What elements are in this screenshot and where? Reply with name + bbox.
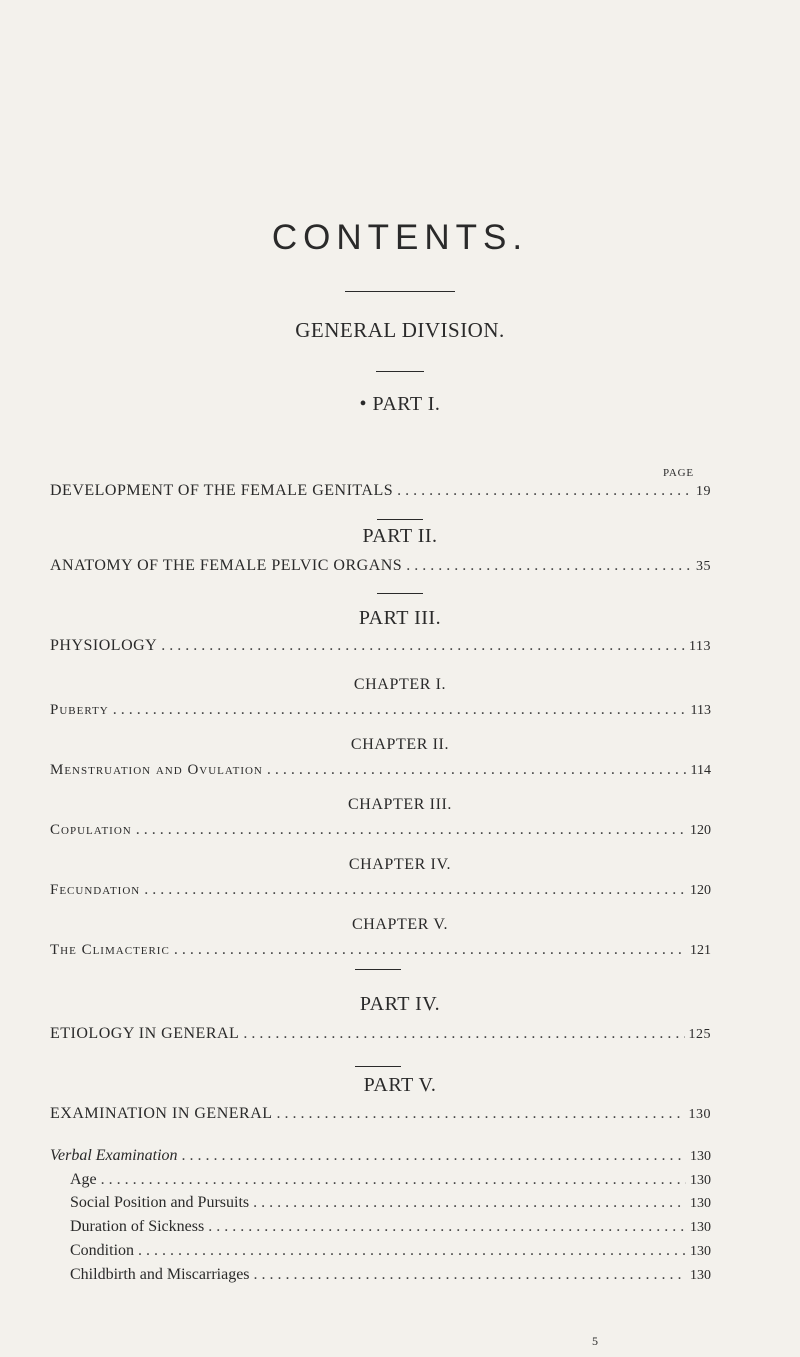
entry-label: Social Position and Pursuits bbox=[70, 1194, 250, 1211]
dot-leader bbox=[243, 1025, 684, 1043]
entry-label: Condition bbox=[70, 1242, 135, 1259]
page-column-label: PAGE bbox=[663, 467, 694, 479]
entry-page: 130 bbox=[688, 1107, 711, 1122]
entry-label: PHYSIOLOGY bbox=[50, 637, 158, 654]
part-rule bbox=[355, 969, 401, 970]
page-number: 5 bbox=[592, 1334, 598, 1348]
entry-page: 113 bbox=[689, 639, 711, 654]
dot-leader bbox=[267, 761, 687, 779]
entry-page: 130 bbox=[690, 1173, 711, 1188]
chapter-heading: CHAPTER II. bbox=[350, 736, 450, 753]
entry-label: EXAMINATION IN GENERAL bbox=[50, 1105, 273, 1122]
entry-label: The Climacteric bbox=[50, 942, 170, 958]
entry-page: 120 bbox=[690, 823, 711, 838]
toc-entry bbox=[50, 1105, 711, 1123]
dot-leader bbox=[174, 941, 686, 959]
toc-entry bbox=[50, 1147, 711, 1165]
dot-leader bbox=[113, 701, 687, 719]
entry-label: Childbirth and Miscarriages bbox=[70, 1266, 250, 1283]
toc-entry bbox=[50, 701, 711, 719]
dot-leader bbox=[277, 1105, 685, 1123]
toc-entry bbox=[70, 1194, 711, 1212]
page-title: CONTENTS. bbox=[271, 218, 529, 257]
entry-label: DEVELOPMENT OF THE FEMALE GENITALS bbox=[50, 482, 394, 499]
entry-label: ETIOLOGY IN GENERAL bbox=[50, 1025, 240, 1042]
chapter-heading: CHAPTER IV. bbox=[348, 856, 452, 873]
toc-entry bbox=[50, 821, 711, 839]
entry-page: 19 bbox=[696, 484, 711, 499]
part-heading: PART II. bbox=[362, 525, 438, 547]
entry-page: 125 bbox=[688, 1027, 711, 1042]
entry-label: Puberty bbox=[50, 702, 109, 718]
entry-label: Verbal Examination bbox=[50, 1147, 178, 1164]
entry-page: 121 bbox=[690, 943, 711, 958]
division-rule bbox=[376, 371, 424, 372]
dot-leader bbox=[136, 821, 686, 839]
part-heading: PART V. bbox=[363, 1074, 437, 1096]
toc-entry bbox=[50, 482, 711, 500]
entry-page: 114 bbox=[690, 763, 711, 778]
entry-page: 130 bbox=[690, 1196, 711, 1211]
part-rule bbox=[377, 593, 423, 594]
entry-label: Menstruation and Ovulation bbox=[50, 762, 263, 778]
entry-page: 35 bbox=[696, 559, 711, 574]
entry-label: Age bbox=[70, 1171, 97, 1188]
part-heading: PART III. bbox=[358, 607, 442, 629]
entry-page: 120 bbox=[690, 883, 711, 898]
dot-leader bbox=[397, 482, 692, 500]
toc-entry bbox=[70, 1266, 711, 1284]
toc-entry bbox=[70, 1171, 711, 1189]
toc-entry bbox=[70, 1218, 711, 1236]
entry-label: Duration of Sickness bbox=[70, 1218, 205, 1235]
dot-leader bbox=[254, 1266, 686, 1284]
toc-entry bbox=[50, 941, 711, 959]
toc-entry bbox=[50, 881, 711, 899]
dot-leader bbox=[161, 637, 685, 655]
toc-entry bbox=[50, 637, 711, 655]
toc-entry bbox=[50, 761, 711, 779]
entry-page: 130 bbox=[690, 1268, 711, 1283]
toc-entry bbox=[50, 1025, 711, 1043]
part-rule bbox=[377, 519, 423, 520]
entry-label: Copulation bbox=[50, 822, 132, 838]
entry-page: 113 bbox=[690, 703, 711, 718]
division-heading: GENERAL DIVISION. bbox=[295, 318, 505, 342]
entry-label: Fecundation bbox=[50, 882, 141, 898]
title-rule bbox=[345, 291, 455, 292]
entry-page: 130 bbox=[690, 1244, 711, 1259]
chapter-heading: CHAPTER V. bbox=[351, 916, 449, 933]
dot-leader bbox=[144, 881, 686, 899]
part-rule bbox=[355, 1066, 401, 1067]
dot-leader bbox=[182, 1147, 686, 1165]
dot-leader bbox=[208, 1218, 686, 1236]
part-heading: • PART I. bbox=[359, 393, 441, 415]
entry-page: 130 bbox=[690, 1149, 711, 1164]
part-heading: PART IV. bbox=[359, 993, 441, 1015]
dot-leader bbox=[406, 557, 692, 575]
dot-leader bbox=[101, 1171, 686, 1189]
toc-entry bbox=[70, 1242, 711, 1260]
toc-entry bbox=[50, 557, 711, 575]
dot-leader bbox=[253, 1194, 686, 1212]
chapter-heading: CHAPTER III. bbox=[347, 796, 453, 813]
entry-label: ANATOMY OF THE FEMALE PELVIC ORGANS bbox=[50, 557, 403, 574]
entry-page: 130 bbox=[690, 1220, 711, 1235]
chapter-heading: CHAPTER I. bbox=[353, 676, 447, 693]
dot-leader bbox=[138, 1242, 686, 1260]
